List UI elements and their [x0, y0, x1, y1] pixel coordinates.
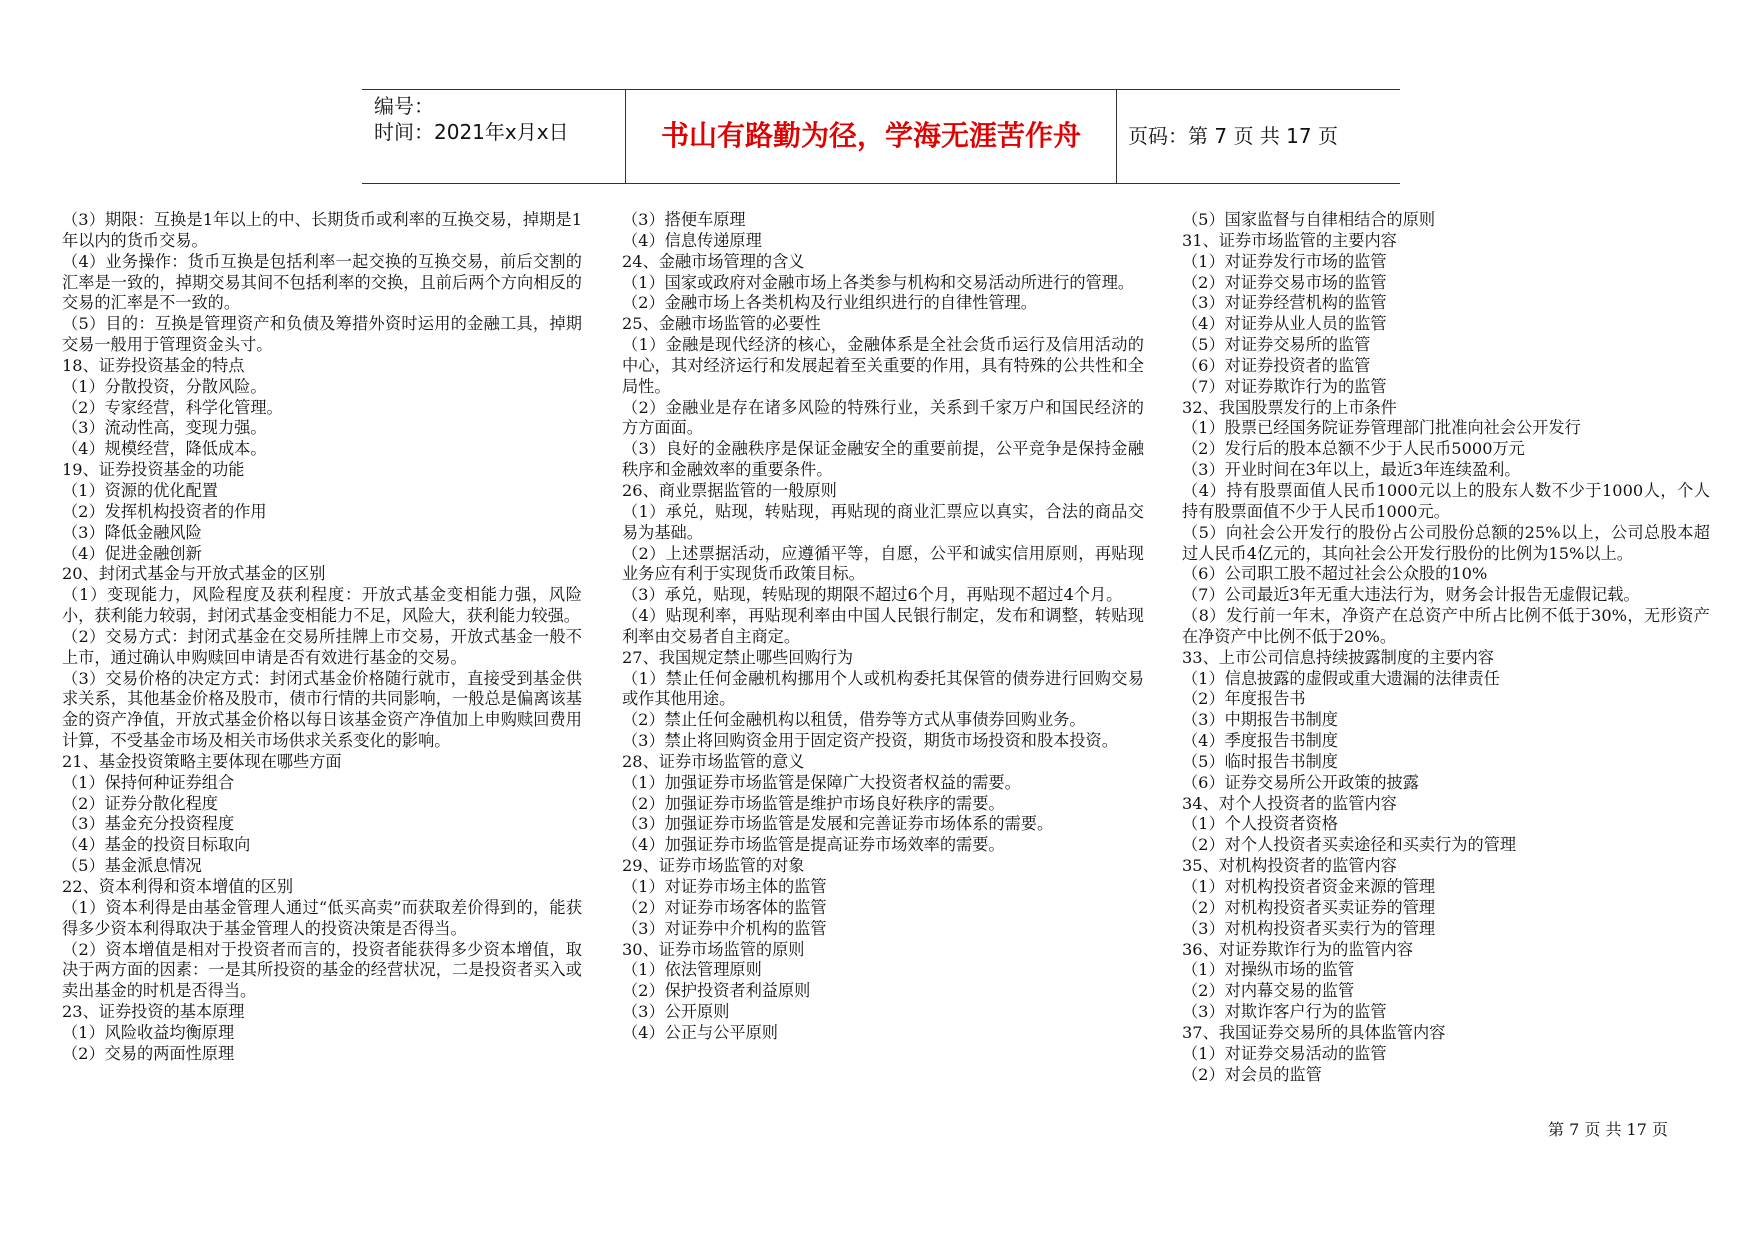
page-footer: 第 7 页 共 17 页: [1548, 1120, 1668, 1139]
list-item: （2）证券分散化程度: [62, 793, 218, 813]
list-item: （1）对操纵市场的监管: [1182, 960, 1355, 980]
section-heading: 35、对机构投资者的监管内容: [1182, 856, 1397, 876]
list-item: （1）信息披露的虚假或重大遗漏的法律责任: [1182, 668, 1500, 688]
list-item: （3）对机构投资者买卖行为的管理: [1182, 918, 1436, 938]
list-item: （4）促进金融创新: [62, 543, 202, 563]
section-heading: 19、证券投资基金的功能: [62, 460, 245, 480]
list-item: （5）基金派息情况: [62, 856, 202, 876]
list-item: （6）证券交易所公开政策的披露: [1182, 772, 1419, 792]
list-item: （4）持有股票面值人民币1000元以上的股东人数不少于1000人，个人持有股票面值不少于人民币1000元。: [1182, 480, 1710, 521]
list-item: （4）对证券从业人员的监管: [1182, 314, 1387, 334]
text-column-right: [1182, 210, 1710, 1085]
list-item: （3）禁止将回购资金用于固定资产投资，期货市场投资和股本投资。: [622, 731, 1118, 751]
list-item: （2）金融市场上各类机构及行业组织进行的自律性管理。: [622, 293, 1037, 313]
list-item: （2）专家经营，科学化管理。: [62, 397, 283, 417]
section-heading: 21、基金投资策略主要体现在哪些方面: [62, 751, 342, 771]
section-heading: 33、上市公司信息持续披露制度的主要内容: [1182, 647, 1494, 667]
list-item: （5）对证券交易所的监管: [1182, 335, 1371, 355]
list-item: （5）向社会公开发行的股份占公司股份总额的25%以上，公司总股本超过人民币4亿元的，其向社会公开发行股份的比例为15%以上。: [1182, 522, 1710, 563]
list-item: （2）保护投资者利益原则: [622, 981, 811, 1001]
section-heading: 18、证券投资基金的特点: [62, 355, 245, 375]
list-item: （2）对证券市场客体的监管: [622, 897, 827, 917]
list-item: （2）对证券交易市场的监管: [1182, 272, 1387, 292]
list-item: （3）承兑，贴现，转贴现的期限不超过6个月，再贴现不超过4个月。: [622, 585, 1123, 605]
list-item: （1）资源的优化配置: [62, 480, 218, 500]
list-item: （3）对证券经营机构的监管: [1182, 293, 1387, 313]
section-heading: 20、封闭式基金与开放式基金的区别: [62, 564, 326, 584]
section-heading: 26、商业票据监管的一般原则: [622, 480, 837, 500]
list-item: （3）期限：互换是1年以上的中、长期货币或利率的互换交易，掉期是1年以内的货币交易。: [62, 210, 582, 250]
list-item: （6）公司职工股不超过社会公众股的10%: [1182, 564, 1488, 584]
section-heading: 30、证券市场监管的原则: [622, 939, 805, 959]
list-item: （3）开业时间在3年以上，最近3年连续盈利。: [1182, 460, 1521, 480]
section-heading: 25、金融市场监管的必要性: [622, 314, 821, 334]
list-item: （2）对内幕交易的监管: [1182, 981, 1355, 1001]
section-heading: 29、证券市场监管的对象: [622, 856, 805, 876]
page-code: 页码：第 7 页 共 17 页: [1128, 124, 1338, 148]
section-heading: 24、金融市场管理的含义: [622, 251, 805, 271]
list-item: （1）禁止任何金融机构挪用个人或机构委托其保管的债券进行回购交易或作其他用途。: [622, 668, 1144, 709]
list-item: （1）资本利得是由基金管理人通过“低买高卖”而获取差价得到的，能获得多少资本利得取决于基金管理人的投资决策是否得当。: [62, 897, 582, 938]
list-item: （3）对证券中介机构的监管: [622, 918, 827, 938]
list-item: （1）对机构投资者资金来源的管理: [1182, 877, 1436, 896]
list-item: （7）公司最近3年无重大违法行为，财务会计报告无虚假记载。: [1182, 585, 1640, 605]
list-item: （1）金融是现代经济的核心，金融体系是全社会货币运行及信用活动的中心，其对经济运行和发展起着至关重要的作用，具有特殊的公共性和全局性。: [622, 335, 1144, 396]
list-item: （3）交易价格的决定方式：封闭式基金价格随行就市，直接受到基金供求关系，其他基金价格及股市，债市行情的共同影响，一般总是偏离该基金的资产净值，开放式基金价格以每日该基金资产净值加上申购赎回费用计算，不受基金市场及相关市场供求关系变化的影响。: [62, 668, 582, 751]
list-item: （1）承兑，贴现，转贴现，再贴现的商业汇票应以真实，合法的商品交易为基础。: [622, 501, 1144, 542]
list-item: （4）信息传递原理: [622, 230, 762, 250]
list-item: （8）发行前一年末，净资产在总资产中所占比例不低于30%，无形资产在净资产中比例不低于20%。: [1182, 606, 1710, 646]
serial-label: 编号：: [374, 94, 434, 118]
section-heading: 31、证券市场监管的主要内容: [1182, 230, 1397, 250]
list-item: （4）规模经营，降低成本。: [62, 439, 267, 459]
list-item: （1）个人投资者资格: [1182, 814, 1338, 834]
header-meta: [374, 90, 624, 183]
text-column-left: [62, 210, 582, 1065]
list-item: （2）资本增值是相对于投资者而言的，投资者能获得多少资本增值，取决于两方面的因素：一是其所投资的基金的经营状况，二是投资者买入或卖出基金的时机是否得当。: [62, 939, 582, 1001]
list-item: （2）禁止任何金融机构以租赁，借券等方式从事债券回购业务。: [622, 710, 1086, 730]
list-item: （1）保持何种证券组合: [62, 772, 235, 792]
section-heading: 27、我国规定禁止哪些回购行为: [622, 647, 854, 667]
list-item: （1）对证券交易活动的监管: [1182, 1043, 1387, 1063]
list-item: （4）基金的投资目标取向: [62, 835, 251, 855]
list-item: （5）临时报告书制度: [1182, 751, 1338, 771]
list-item: （2）对机构投资者买卖证券的管理: [1182, 897, 1436, 917]
list-item: （1）对证券发行市场的监管: [1182, 251, 1387, 271]
list-item: （3）搭便车原理: [622, 210, 746, 229]
list-item: （1）对证券市场主体的监管: [622, 877, 827, 896]
list-item: （6）对证券投资者的监管: [1182, 355, 1371, 375]
list-item: （5）目的：互换是管理资产和负债及筹措外资时运用的金融工具，掉期交易一般用于管理资金头寸。: [62, 314, 582, 355]
list-item: （2）对会员的监管: [1182, 1064, 1322, 1084]
list-item: （3）对欺诈客户行为的监管: [1182, 1002, 1387, 1022]
header-page-cell: [1116, 90, 1398, 183]
section-heading: 37、我国证券交易所的具体监管内容: [1182, 1022, 1446, 1042]
motto-text: 书山有路勤为径，学海无涯苦作舟: [660, 119, 1081, 152]
list-item: （1）股票已经国务院证券管理部门批准向社会公开发行: [1182, 418, 1581, 438]
list-item: （3）良好的金融秩序是保证金融安全的重要前提，公平竞争是保持金融秩序和金融效率的重要条件。: [622, 439, 1144, 480]
list-item: （2）发行后的股本总额不少于人民币5000万元: [1182, 439, 1525, 459]
section-heading: 22、资本利得和资本增值的区别: [62, 877, 294, 896]
list-item: （2）加强证券市场监管是维护市场良好秩序的需要。: [622, 793, 1005, 813]
list-item: （3）公开原则: [622, 1002, 730, 1022]
list-item: （4）公正与公平原则: [622, 1022, 778, 1042]
section-heading: 28、证券市场监管的意义: [622, 751, 805, 771]
section-heading: 23、证券投资的基本原理: [62, 1002, 245, 1022]
list-item: （7）对证券欺诈行为的监管: [1182, 376, 1387, 396]
list-item: （4）季度报告书制度: [1182, 731, 1338, 751]
list-item: （1）国家或政府对金融市场上各类参与机构和交易活动所进行的管理。: [622, 272, 1135, 292]
list-item: （2）上述票据活动，应遵循平等，自愿，公平和诚实信用原则，再贴现业务应有利于实现货币政策目标。: [622, 543, 1144, 584]
list-item: （4）加强证券市场监管是提高证券市场效率的需要。: [622, 835, 1005, 855]
list-item: （1）加强证券市场监管是保障广大投资者权益的需要。: [622, 772, 1021, 792]
list-item: （1）依法管理原则: [622, 960, 762, 980]
header-motto-cell: [625, 90, 1117, 183]
list-item: （3）中期报告书制度: [1182, 710, 1338, 730]
list-item: （2）年度报告书: [1182, 689, 1306, 709]
list-item: （1）分散投资，分散风险。: [62, 376, 267, 396]
list-item: （3）基金充分投资程度: [62, 814, 235, 834]
list-item: （4）业务操作：货币互换是包括利率一起交换的互换交易，前后交割的汇率是一致的，掉期交易其间不包括利率的交换，且前后两个方向相反的交易的汇率是不一致的。: [62, 251, 582, 313]
list-item: （1）风险收益均衡原理: [62, 1022, 235, 1042]
list-item: （2）发挥机构投资者的作用: [62, 501, 267, 521]
list-item: （2）金融业是存在诸多风险的特殊行业，关系到千家万户和国民经济的方方面面。: [622, 397, 1144, 438]
text-column-middle: [622, 210, 1144, 1044]
section-heading: 34、对个人投资者的监管内容: [1182, 793, 1397, 813]
list-item: （2）对个人投资者买卖途径和买卖行为的管理: [1182, 835, 1517, 855]
page-header: [362, 89, 1400, 184]
list-item: （1）变现能力，风险程度及获利程度：开放式基金变相能力强，风险小，获利能力较弱，封闭式基金变相能力不足，风险大，获利能力较强。: [62, 585, 582, 626]
list-item: （4）贴现利率，再贴现利率由中国人民银行制定，发布和调整，转贴现利率由交易者自主商定。: [622, 606, 1144, 646]
section-heading: 32、我国股票发行的上市条件: [1182, 397, 1397, 417]
list-item: （3）流动性高，变现力强。: [62, 418, 267, 438]
list-item: （3）加强证券市场监管是发展和完善证券市场体系的需要。: [622, 814, 1054, 834]
time-label: 时间：2021年x月x日: [374, 120, 569, 144]
list-item: （2）交易的两面性原理: [62, 1043, 235, 1063]
list-item: （3）降低金融风险: [62, 522, 202, 542]
list-item: （2）交易方式：封闭式基金在交易所挂牌上市交易，开放式基金一般不上市，通过确认申购赎回申请是否有效进行基金的交易。: [62, 626, 582, 667]
section-heading: 36、对证券欺诈行为的监管内容: [1182, 939, 1414, 959]
list-item: （5）国家监督与自律相结合的原则: [1182, 210, 1436, 229]
